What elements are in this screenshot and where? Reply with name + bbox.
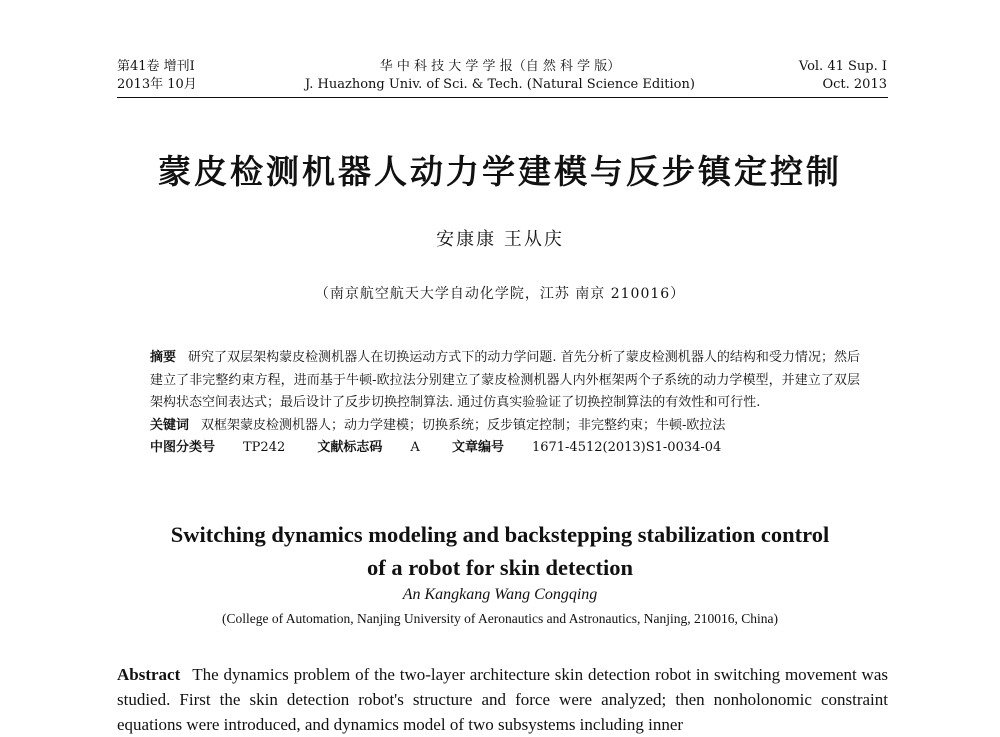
keywords-cn: [150, 415, 860, 438]
volume-issue: 第41卷 增刊Ⅰ: [117, 59, 195, 74]
clc-value: TP242: [243, 440, 286, 455]
abstract-block-cn: [150, 347, 860, 460]
header-divider: [117, 97, 888, 98]
classification-line: [150, 437, 860, 460]
abstract-label-cn: 摘要: [150, 350, 177, 365]
abstract-cn: [150, 347, 860, 415]
volume-issue-en: Vol. 41 Sup. Ⅰ: [798, 59, 887, 74]
publication-date-cn: 2013年 10月: [117, 77, 197, 92]
journal-name-cn: 华 中 科 技 大 学 学 报（自 然 科 学 版）: [379, 59, 621, 74]
doc-code-label: 文献标志码: [317, 440, 383, 455]
keywords-label-cn: 关键词: [150, 417, 190, 433]
clc-label: 中图分类号: [150, 440, 216, 455]
journal-name-en: J. Huazhong Univ. of Sci. & Tech. (Natural Science Edition): [305, 77, 695, 92]
journal-volume-info-en: [799, 58, 887, 94]
article-number-label: 文章编号: [451, 440, 504, 455]
abstract-label-en: Abstract: [117, 665, 181, 684]
doc-code-value: A: [410, 440, 420, 455]
authors-en: An Kangkang Wang Congqing: [402, 586, 598, 603]
title-en-line-2: of a robot for skin detection: [366, 555, 634, 580]
paper-title-en: [0, 518, 1000, 584]
paper-title-cn: 蒙皮检测机器人动力学建模与反步镇定控制: [158, 152, 842, 191]
title-en-line-1: Switching dynamics modeling and backstepping stabilization control: [170, 522, 830, 547]
abstract-text-cn: 研究了双层架构蒙皮检测机器人在切换运动方式下的动力学问题. 首先分析了蒙皮检测机器人的结构和受力情况；然后建立了非完整约束方程，进而基于牛顿-欧拉法分别建立了蒙皮检测机器人内外框架两个子系统的动力学模型，并建立了双层架构状态空间表达式；最后设计了反步切换控制算法. 通过仿真实验验证了切换控制算法的有效性和可行性.: [150, 350, 860, 410]
abstract-en: [117, 662, 888, 737]
article-number-value: 1671-4512(2013)S1-0034-04: [531, 440, 722, 455]
keywords-text-cn: 双框架蒙皮检测机器人；动力学建模；切换系统；反步镇定控制；非完整约束；牛顿-欧拉法: [201, 417, 726, 433]
affiliation-en: (College of Automation, Nanjing University of Aeronautics and Astronautics, Nanjing, 210016, China): [221, 611, 779, 626]
abstract-text-en: The dynamics problem of the two-layer architecture skin detection robot in switching movement was studied. First the skin detection robot's structure and force were analyzed; then nonholonomic constraint equations were introduced, and dynamics model of two subsystems including inner: [117, 665, 888, 734]
publication-date-en: Oct. 2013: [822, 77, 887, 92]
authors-cn: 安康康 王从庆: [436, 229, 564, 250]
affiliation-cn: （南京航空航天大学自动化学院，江苏 南京 210016）: [314, 286, 686, 302]
